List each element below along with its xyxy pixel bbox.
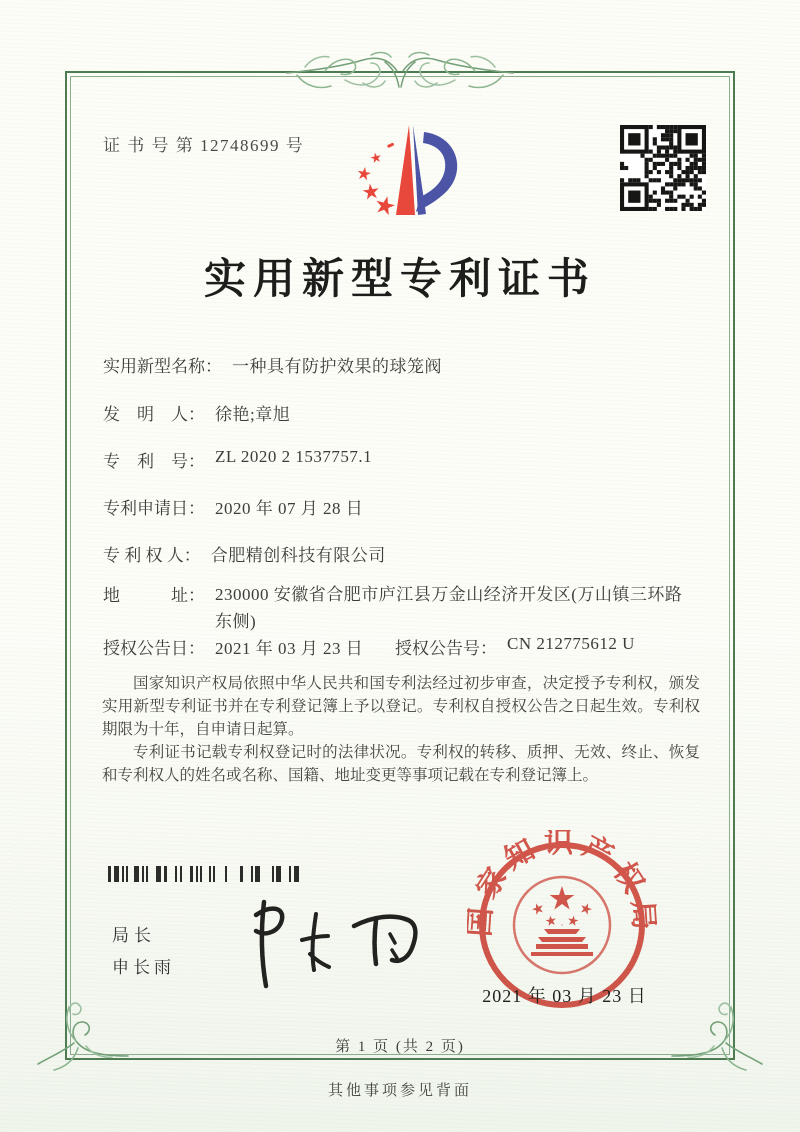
field-label: 专 利 权 人： xyxy=(103,546,201,565)
field-patent-number xyxy=(103,447,372,472)
field-label: 发 明 人： xyxy=(103,405,205,424)
field-value: CN 212775612 U xyxy=(507,634,635,653)
field-grant-number xyxy=(395,634,635,659)
issuer-name: 申长雨 xyxy=(112,958,175,977)
national-emblem-icon xyxy=(514,877,610,973)
seal-org-text: 国家知识产权局 xyxy=(467,830,657,938)
legal-statement xyxy=(102,672,700,787)
certificate-title: 实用新型专利证书 xyxy=(203,257,596,303)
legal-paragraph-2: 专利证书记载专利权登记时的法律状况。专利权的转移、质押、无效、终止、恢复和专利权人的姓名或名称、国籍、地址变更等事项记载在专利登记簿上。 xyxy=(102,744,700,784)
field-value: 一种具有防护效果的球笼阀 xyxy=(232,357,442,376)
field-address xyxy=(103,581,685,635)
field-label: 专 利 号： xyxy=(103,452,205,471)
top-dragon-ornament-icon xyxy=(285,45,515,108)
signature-icon xyxy=(228,890,433,1003)
field-grant-row xyxy=(103,634,635,659)
field-label: 授权公告号： xyxy=(395,639,497,658)
field-value: 2020 年 07 月 28 日 xyxy=(215,499,364,518)
field-value: 230000 安徽省合肥市庐江县万金山经济开发区(万山镇三环路东侧) xyxy=(215,585,683,631)
legal-paragraph-1: 国家知识产权局依照中华人民共和国专利法经过初步审查，决定授予专利权，颁发实用新型专利证书并在专利登记簿上予以登记。专利权自授权公告之日起生效。专利权期限为十年，自申请日起算。 xyxy=(102,675,700,738)
svg-text:国家知识产权局 xyxy=(467,830,657,938)
barcode xyxy=(108,866,306,882)
certificate-number: 证 书 号 第 12748699 号 xyxy=(103,136,305,155)
qr-code xyxy=(620,125,706,211)
field-inventor xyxy=(103,400,290,425)
seal-date: 2021 年 03 月 23 日 xyxy=(482,986,647,1006)
field-value: 2021 年 03 月 23 日 xyxy=(215,639,364,658)
field-patentee xyxy=(103,541,386,566)
field-value: ZL 2020 2 1537757.1 xyxy=(215,447,373,466)
cnipa-logo-icon xyxy=(338,112,468,242)
field-label: 地 址： xyxy=(103,586,205,605)
field-value: 合肥精创科技有限公司 xyxy=(210,546,386,565)
field-filing-date xyxy=(103,494,363,519)
page-number: 第 1 页 (共 2 页) xyxy=(335,1039,465,1055)
field-label: 实用新型名称： xyxy=(103,357,222,376)
issuer-title: 局长 xyxy=(112,926,156,945)
back-note: 其他事项参见背面 xyxy=(327,1083,472,1099)
field-utility-model-name xyxy=(103,352,442,377)
field-label: 专利申请日： xyxy=(103,499,205,518)
field-value: 徐艳;章旭 xyxy=(215,405,291,424)
field-label: 授权公告日： xyxy=(103,639,205,658)
